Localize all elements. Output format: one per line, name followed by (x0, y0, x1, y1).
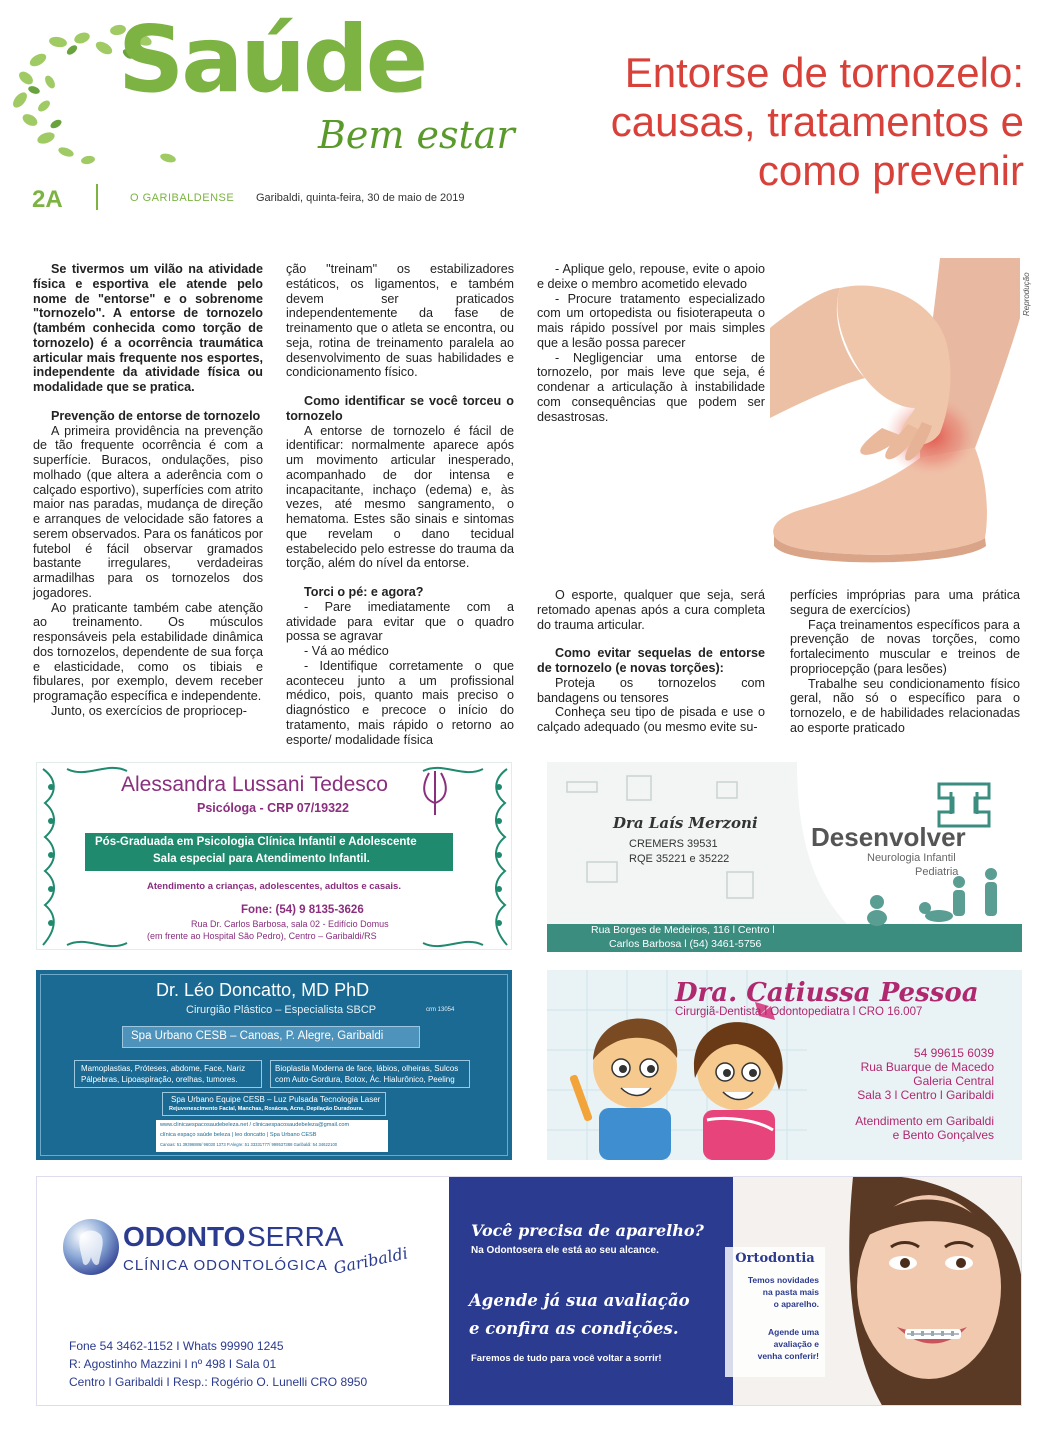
ad-odontoserra[interactable] (36, 1176, 1022, 1406)
leo-social[interactable]: clínica espaço saúde beleza | leo doncatto | Spa Urbano CESB (160, 1132, 317, 1138)
paragraph: O esporte, qualquer que seja, será retomado apenas após a cura completa do trauma articular. (537, 588, 765, 632)
promo-cta-1: Agende já sua avaliação (469, 1291, 690, 1310)
subheading: Prevenção de entorse de tornozelo (51, 408, 261, 423)
article-column-3-top (537, 262, 765, 424)
paragraph: - Vá ao médico (304, 644, 389, 658)
catiussa-phone[interactable]: 54 99615 6039 (913, 1046, 994, 1060)
promo-tagline: Faremos de tudo para você voltar a sorrir! (471, 1353, 662, 1364)
desenvolver-brand: Desenvolver (811, 822, 966, 852)
equipe-box (162, 1092, 386, 1116)
odonto-contact-3: Centro I Garibaldi I Resp.: Rogério O. Lunelli CRO 8950 (69, 1375, 368, 1389)
psicologa-name: Alessandra Lussani Tedesco (121, 773, 388, 796)
desenvolver-specialty-1: Neurologia Infantil (867, 852, 956, 864)
paragraph: Trabalhe seu condicionamento físico geral, não só o específico para o tornozelo, e de habilidades relacionadas ao esporte praticado (790, 676, 1020, 735)
psicologa-audience: Atendimento a crianças, adolescentes, adultos e casais. (147, 881, 401, 892)
subheading: Torci o pé: e agora? (304, 585, 424, 599)
dateline: Garibaldi, quinta-feira, 30 de maio de 2019 (256, 192, 465, 204)
catiussa-address-3: Sala 3 l Centro l Garibaldi (857, 1088, 994, 1102)
band-line-2: Sala especial para Atendimento Infantil. (153, 853, 370, 865)
paragraph: A primeira providência na prevenção de tão frequente ocorrência é com a superfície. Buracos, ondulações, piso molhado (que altera a aderência com o calçado esportivo), superfícies com atrito maior nas paradas, mudança de direção e arranques de velocidade são fatores a serem observados. Para os fanáticos por futebol é fácil observar gramados bastante irregulares, verdadeiras armadilhas para os tornozelos dos jogadores. (33, 423, 263, 600)
odonto-contact-1[interactable]: Fone 54 3462-1152 I Whats 99990 1245 (69, 1339, 284, 1353)
photo-credit: Reprodução (1022, 272, 1031, 316)
odonto-contact-2: R: Agostinho Mazzini I nº 498 I Sala 01 (69, 1357, 277, 1371)
paragraph-spacer (286, 380, 514, 394)
clinic-type: CLÍNICA ODONTOLÓGICA (123, 1257, 328, 1274)
headline-line: como prevenir (757, 147, 1024, 195)
paragraph: Junto, os exercícios de propriocep- (51, 703, 248, 718)
subheading: Como identificar se você torceu o tornozelo (286, 394, 514, 423)
catiussa-address-1: Rua Buarque de Macedo (860, 1060, 994, 1074)
paragraph: - Pare imediatamente com a atividade para evitar que o quadro possa se agravar (286, 599, 514, 644)
catiussa-attendance-2: e Bento Gonçalves (892, 1128, 994, 1142)
band-line-1: Pós-Graduada em Psicologia Clínica Infantil e Adolescente (95, 836, 417, 848)
psicologa-address-2: (em frente ao Hospital São Pedro), Centro – Garibaldi/RS (147, 931, 377, 941)
paragraph: Faça treinamentos específicos para a prevenção de novas torções, como fortalecimento muscular e treinos de propriocepção (para lesões) (790, 617, 1020, 676)
headline (544, 48, 1024, 195)
headline-line: causas, tratamentos e (610, 98, 1024, 146)
section-subtitle: Bem estar (318, 113, 515, 157)
paragraph: Proteja os tornozelos com bandagens ou tensores (537, 675, 765, 705)
paragraph: - Negligenciar uma entorse de tornozelo, por mais leve que seja, é condenar a articulação à instabilidade com consequências que podem ser desastrosas. (537, 350, 765, 424)
orto-line-1: Temos novidades (747, 1275, 819, 1285)
leo-name: Dr. Léo Doncatto, MD PhD (156, 980, 370, 1000)
leo-subtitle: Cirurgião Plástico – Especialista SBCP (186, 1004, 377, 1016)
desenvolver-rqe: RQE 35221 e 35222 (629, 853, 730, 865)
leo-web[interactable]: www.clinicaespacosaudebeleza.net / clinicaespacosaudebeleza@gmail.com (160, 1122, 350, 1128)
psicologa-title: Psicóloga - CRP 07/19322 (197, 801, 349, 815)
box1-line-1: Mamoplastias, Próteses, abdome, Face, Nariz (81, 1064, 246, 1073)
box1-line-2: Pálpebras, Lipoaspiração, orelhas, tumores. (81, 1075, 238, 1084)
ad-psicologa[interactable] (36, 762, 512, 950)
page-number: 2A (32, 186, 63, 213)
article-column-2 (286, 262, 514, 747)
tooth-logo-icon (61, 1217, 121, 1277)
promo-cta-2: e confira as condições. (469, 1319, 679, 1338)
ad-leo-doncatto[interactable] (36, 970, 512, 1160)
equipe-line-2: Rejuvenescimento Facial, Manchas, Rosácea, Acne, Depilação Duradoura. (169, 1106, 364, 1112)
leo-crm: crm 13054 (426, 1007, 455, 1013)
equipe-line-1: Spa Urbano Equipe CESB – Luz Pulsada Tecnologia Laser (171, 1095, 381, 1104)
article-column-1 (33, 262, 263, 719)
injured-ankle-photo (770, 258, 1020, 578)
article-column-3-bottom (537, 588, 765, 735)
spa-band (122, 1026, 420, 1048)
paragraph: ção "treinam" os estabilizadores estáticos, os ligamentos, e também devem ser praticados independentemente da fase de treinamento que o atleta se encontra, ou seja, rotina de treinamento paralela ao desenvolvimento de suas habilidades e condicionamento físico. (286, 262, 514, 380)
leo-spa: Spa Urbano CESB – Canoas, P. Alegre, Garibaldi (131, 1030, 384, 1042)
psicologa-phone[interactable]: Fone: (54) 9 8135-3626 (241, 904, 364, 916)
section-title: Saúde (118, 6, 426, 113)
paragraph: A entorse de tornozelo é fácil de identificar: normalmente aparece após um movimento articular inesperado, acompanhado de dor intensa e incapacitante, inchaço (edema) e, às vezes, até mesmo sangramento, o hematoma. Estes são sinais e sintomas que revelam o dano tecidual estabelecido pelo estresse do trauma da torção, além do nível da entorse. (286, 423, 514, 571)
desenvolver-cremers: CREMERS 39531 (629, 838, 718, 850)
catiussa-name: Dra. Catiussa Pessoa (675, 978, 979, 1008)
paragraph: - Aplique gelo, repouse, evite o apoio e deixe o membro acometido elevado (537, 262, 765, 291)
paragraph-spacer (33, 395, 263, 409)
catiussa-attendance-1: Atendimento em Garibaldi (855, 1114, 994, 1128)
desenvolver-address-2: Carlos Barbosa l (54) 3461-5756 (609, 938, 762, 950)
desenvolver-address-1: Rua Borges de Medeiros, 116 l Centro l (591, 924, 775, 936)
orto-line-2: na pasta mais (762, 1287, 819, 1297)
paragraph-spacer (537, 632, 765, 646)
box2-line-2: com Auto-Gordura, Botox, Ác. Hialurônico, Peeling (275, 1075, 455, 1084)
box2-line-1: Bioplastia Moderna de face, lábios, olheiras, Sulcos (275, 1064, 459, 1073)
ortodontia-box (725, 1247, 825, 1377)
paragraph: perfícies impróprias para uma prática segura de exercícios) (790, 588, 1020, 617)
desenvolver-doctor: Dra Laís Merzoni (613, 814, 758, 832)
paragraph: - Procure tratamento especializado com um ortopedista ou fisioterapeuta o mais rápido possível por mais simples que a lesão possa parecer (537, 291, 765, 350)
orto-line-4: Agende uma (767, 1327, 819, 1337)
orto-line-3: o aparelho. (773, 1299, 819, 1309)
orto-line-5: avaliação e (773, 1339, 819, 1349)
orto-line-6: venha conferir! (757, 1351, 819, 1361)
psicologa-address: Rua Dr. Carlos Barbosa, sala 02 - Edifício Domus (191, 919, 389, 929)
brand-serra: SERRA (247, 1221, 344, 1252)
catiussa-roles: Cirurgiã-Dentista l Odontopediatra l CRO 16.007 (675, 1006, 923, 1018)
ad-catiussa-pessoa[interactable] (547, 970, 1022, 1160)
paragraph: Ao praticante também cabe atenção ao treinamento. Os músculos responsáveis pela estabilidade dinâmica dos tornozelos, dependente de sua força e elasticidade, como os tibiais e fibulares, por exemplo, devem receber programação específica e independente. (33, 600, 263, 703)
specialty-band (85, 833, 453, 871)
ad-desenvolver[interactable] (547, 762, 1022, 952)
contact-box (156, 1120, 388, 1152)
clinic-city: Garibaldi (331, 1243, 410, 1278)
promo-panel (449, 1177, 733, 1406)
paragraph: Conheça seu tipo de pisada e use o calçado adequado (ou mesmo evite su- (537, 705, 765, 734)
paragraph-spacer (286, 571, 514, 585)
subheading: Como evitar sequelas de entorse de tornozelo (e novas torções): (537, 646, 765, 675)
newspaper-name: O GARIBALDENSE (130, 192, 235, 204)
headline-line: Entorse de tornozelo: (624, 49, 1024, 96)
procedures-box-1 (74, 1060, 262, 1088)
promo-question-sub: Na Odontosera ele está ao seu alcance. (471, 1245, 659, 1256)
paragraph: Se tivermos um vilão na atividade física e esportiva ele atende pelo nome de "entorse" e o sobrenome "tornozelo". A entorse de tornozelo (também conhecida como torção de tornozelo) é a ocorrência traumática articular mais frequente nos esportes, independente da atividade física ou modalidade que se pratica. (33, 262, 263, 394)
article-column-4-bottom (790, 588, 1020, 736)
procedures-box-2 (270, 1060, 470, 1088)
desenvolver-specialty-2: Pediatria (915, 866, 959, 878)
paragraph: - Identifique corretamente o que aconteceu junto a um profissional médico, pois, quanto mais preciso o diagnóstico e precoce o início do tratamento, mais rápido o retorno ao esporte/ modalidade física (286, 658, 514, 747)
catiussa-address-2: Galeria Central (913, 1074, 994, 1088)
leo-phones: Canoas: 51 39396886/ 96030 1373 P.Alegre: 51 33331777/ 999537388 Garibaldi: 54 34622100 (160, 1142, 338, 1147)
header-divider (96, 184, 98, 210)
promo-question: Você precisa de aparelho? (471, 1221, 704, 1240)
brand-odonto: ODONTO (123, 1221, 246, 1252)
orto-title: Ortodontia (735, 1251, 815, 1266)
